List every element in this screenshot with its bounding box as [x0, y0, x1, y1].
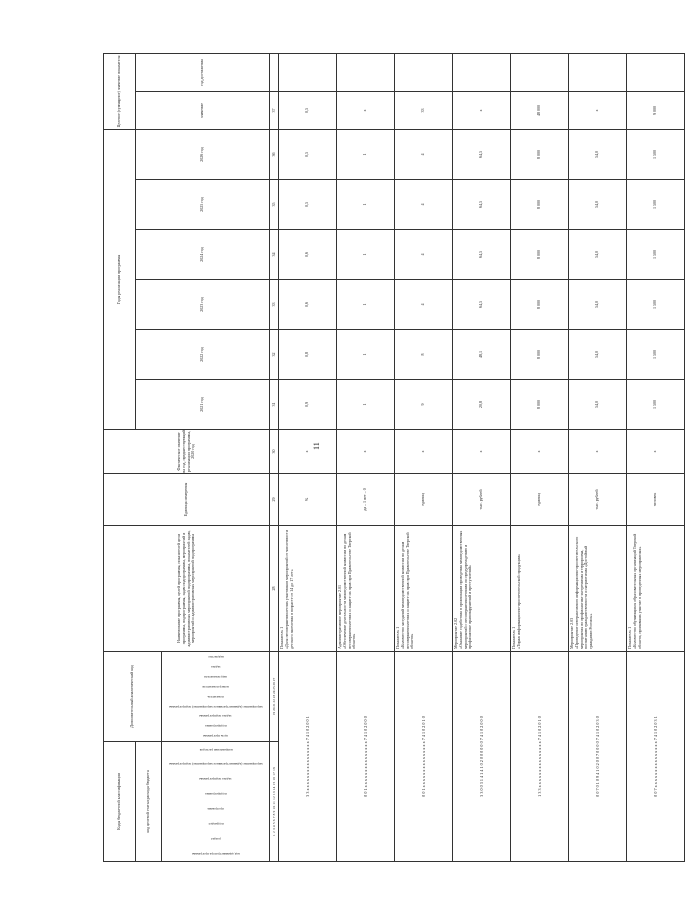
section-sub-4: направление расходов [199, 747, 232, 752]
index-cell-30: 30 [270, 430, 279, 474]
value-2025: 54,0 [569, 180, 627, 230]
section-sub-1: подпрограмма [204, 792, 227, 797]
value-2021: 54,0 [569, 380, 627, 430]
row-unit: единиц [511, 474, 569, 526]
index-cell-35: 35 [270, 180, 279, 230]
table-row [337, 53, 395, 861]
index-cell-32: 32 [270, 330, 279, 380]
index-cell-33: 33 [270, 280, 279, 330]
final-value-group-header: Целевое (суммарное) значение показателя [104, 53, 136, 129]
value-2023: 1 500 [627, 280, 685, 330]
additional-analytic-header: Дополнительный аналитический код [104, 652, 162, 742]
index-cell-28: 28 [270, 526, 279, 652]
value-2023: 1 [337, 280, 395, 330]
row-unit: тыс. рублей [453, 474, 511, 526]
fact-value-header: Фактическое значение на год, предшествующий реализации программы, 2020 год [104, 430, 270, 474]
index-cell-34: 34 [270, 230, 279, 280]
row-unit: да – 1 нет – 0 [337, 474, 395, 526]
final-year [453, 53, 511, 91]
analytic-sub-2: задача подпрограммы [199, 714, 232, 719]
budget-sub-1: раздел [210, 836, 221, 841]
year-header-2023: 2023 год [136, 280, 270, 330]
budget-sub-0: код администратора программы [191, 851, 240, 856]
final-value-header: значение [136, 92, 270, 130]
value-2025: 64,5 [453, 180, 511, 230]
budget-codes: 1 3 3 х х х х х х х х х х х х х х х 7 4 1 0 2 0 1 0 [511, 652, 569, 862]
budget-codes: 0 0 1 х х х х х х х х х х х х х х х 7 4 1 0 2 0 1 0 [395, 652, 453, 862]
row-name: Административное мероприятие 2.01 «Обеспечение деятельности межведомственной комиссии по делам несовершеннолетних и защите их прав при Правительстве Тверской области» [337, 526, 395, 652]
budget-sub-2: подраздел [207, 821, 223, 826]
row-fact: х [569, 430, 627, 474]
name-column-header: Наименование программы, целей программы, показателей цели программы, подпрограммы, задач подпрограммы, мероприятий и административных мероприятий подпрограммы, показателей задач, мероприятий и административных мероприятий подпрограммы [104, 526, 270, 652]
value-2026: 1 [337, 130, 395, 180]
table-row [453, 53, 511, 861]
budget-classification-header: Коды бюджетной классификации [104, 742, 136, 862]
analytic-sub-6: вид показателя [204, 674, 227, 679]
value-2026: 4 [395, 130, 453, 180]
row-unit: единиц [395, 474, 453, 526]
row-fact: х [279, 430, 337, 474]
row-name: Мероприятие 2.02 «Оказание содействия в организации проведения межведомственных мероприятий с несовершеннолетними по предупреждению и профилактике правонарушений и преступлений» [453, 526, 511, 652]
value-2024: 64,5 [453, 230, 511, 280]
row-unit: человек [627, 474, 685, 526]
analytic-sub-5: номер показателя [202, 684, 229, 689]
budget-codes: 3 3 х х х х х х х х х х х х х х х х 7 4 1 0 2 0 0 1 [279, 652, 337, 862]
table-row [395, 53, 453, 861]
index-cell-31: 31 [270, 380, 279, 430]
table-row [569, 53, 627, 861]
section-sub-2: задача подпрограммы [199, 777, 232, 782]
value-2025: 0,5 [279, 180, 337, 230]
program-table [103, 53, 685, 862]
final-year-header: год достижения [136, 53, 270, 91]
final-value: 48 000 [511, 92, 569, 130]
rotated-table-container [103, 54, 658, 862]
value-2024: 0,6 [279, 230, 337, 280]
value-2022: 1 500 [627, 330, 685, 380]
final-value: х [453, 92, 511, 130]
section-sub-3: мероприятие (административное мероприятие) подпрограммы [168, 762, 263, 767]
analytic-subheaders [162, 652, 270, 742]
value-2024: 54,0 [569, 230, 627, 280]
value-2026: 64,5 [453, 130, 511, 180]
value-2025: 4 [395, 180, 453, 230]
value-2023: 54,0 [569, 280, 627, 330]
index-cells-analytic: 19 20 21 22 23 24 25 26 27 [270, 652, 279, 742]
value-2022: 48,1 [453, 330, 511, 380]
value-2021: 1 [337, 380, 395, 430]
value-2026: 54,0 [569, 130, 627, 180]
value-2022: 54,0 [569, 330, 627, 380]
final-year [279, 53, 337, 91]
row-name: Мероприятие 2.03 «Проведение интерактивного информационно-просветительского мероприятия по профилактике экстремизма и терроризма, воспитанию гражданственности и патриотизма «Достойный гражданин России»» [569, 526, 627, 652]
column-index-row [270, 53, 279, 861]
value-2023: 4 [395, 280, 453, 330]
analytic-sub-4: показатель [207, 694, 224, 699]
unit-column-header: Единица измерения [104, 474, 270, 526]
table-row [627, 53, 685, 861]
row-name: Показатель 1 «Количество заседаний межведомственной комиссии по делам несовершеннолетних и защите их прав при Правительстве Тверской области» [395, 526, 453, 652]
row-fact: х [395, 430, 453, 474]
value-2023: 8 000 [511, 280, 569, 330]
value-2022: 0,8 [279, 330, 337, 380]
year-header-2021: 2021 год [136, 380, 270, 430]
value-2021: 0,9 [279, 380, 337, 430]
index-cell-29: 29 [270, 474, 279, 526]
final-year [627, 53, 685, 91]
analytic-sub-0: цель программы [203, 734, 228, 739]
value-2026: 0,5 [279, 130, 337, 180]
value-2024: 1 500 [627, 230, 685, 280]
value-2021: 8 000 [511, 380, 569, 430]
row-unit: % [279, 474, 337, 526]
budget-codes: 3 3 0 0 3 1 4 1 4 1 0 2 0 0 0 0 0 0 7 4 1 0 2 0 0 0 [453, 652, 511, 862]
analytic-sub-3: мероприятие (административное мероприятие) подпрограммы [168, 704, 263, 709]
final-year [569, 53, 627, 91]
value-2023: 64,5 [453, 280, 511, 330]
years-group-header: Годы реализации программы [104, 130, 136, 430]
final-value: х [337, 92, 395, 130]
analytic-sub-1: подпрограмма [204, 724, 227, 729]
value-2022: 8 000 [511, 330, 569, 380]
value-2021: 9 [395, 380, 453, 430]
value-2025: 1 500 [627, 180, 685, 230]
page-number: 11 [312, 442, 321, 450]
value-2025: 8 000 [511, 180, 569, 230]
budget-subheaders [162, 742, 270, 862]
value-2023: 0,6 [279, 280, 337, 330]
year-header-2026: 2026 год [136, 130, 270, 180]
year-header-2022: 2022 год [136, 330, 270, 380]
value-2025: 1 [337, 180, 395, 230]
value-2024: 8 000 [511, 230, 569, 280]
final-year [511, 53, 569, 91]
final-year [337, 53, 395, 91]
final-value: 0,5 [279, 92, 337, 130]
value-2022: 8 [395, 330, 453, 380]
row-name: Показатель 1 «Доля несовершеннолетних участников мероприятий от численности детского населения в возрасте от 14 до 17 лет» [279, 526, 337, 652]
value-2021: 20,8 [453, 380, 511, 430]
final-value: 9 000 [627, 92, 685, 130]
target-article-code-header: код целевой статьи расхода бюджета [136, 742, 162, 862]
budget-codes: 0 0 1 х х х х х х х х х х х х х х х 7 4 1 0 2 0 0 0 [337, 652, 395, 862]
section-sub-0: программа [207, 807, 224, 812]
row-fact: х [627, 430, 685, 474]
final-year [395, 53, 453, 91]
value-2022: 1 [337, 330, 395, 380]
value-2024: 1 [337, 230, 395, 280]
table-row [511, 53, 569, 861]
index-cell-37: 37 [270, 92, 279, 130]
analytic-sub-8: ведомство [207, 655, 224, 660]
value-2024: 4 [395, 230, 453, 280]
table-row [279, 53, 337, 861]
row-name: Показатель 1 «Количество обучающихся образовательных организаций Тверской области, принявших участие в проведенных мероприятиях» [627, 526, 685, 652]
row-name: Показатель 1 «Тираж информационно-просветительской продукции» [511, 526, 569, 652]
value-2021: 1 500 [627, 380, 685, 430]
final-value: х [569, 92, 627, 130]
row-unit: тыс. рублей [569, 474, 627, 526]
index-cell-empty [270, 53, 279, 91]
index-cell-36: 36 [270, 130, 279, 180]
value-2026: 1 500 [627, 130, 685, 180]
row-fact: х [337, 430, 395, 474]
final-value: 33 [395, 92, 453, 130]
row-fact: х [453, 430, 511, 474]
row-fact: х [511, 430, 569, 474]
index-cells-codes: 1 2 3 4 5 6 7 8 9 10 11 12 13 14 15 16 17 18 [270, 742, 279, 862]
budget-codes: 0 0 7 х х х х х х х х х х х х х х х 7 4 1 0 2 0 3 1 [627, 652, 685, 862]
analytic-sub-7: задача [210, 665, 221, 670]
year-header-2025: 2025 год [136, 180, 270, 230]
budget-codes: 0 0 7 0 1 0 9 4 1 0 2 0 0 7 0 0 0 0 7 4 1 0 2 0 3 0 [569, 652, 627, 862]
year-header-2024: 2024 год [136, 230, 270, 280]
value-2026: 8 000 [511, 130, 569, 180]
